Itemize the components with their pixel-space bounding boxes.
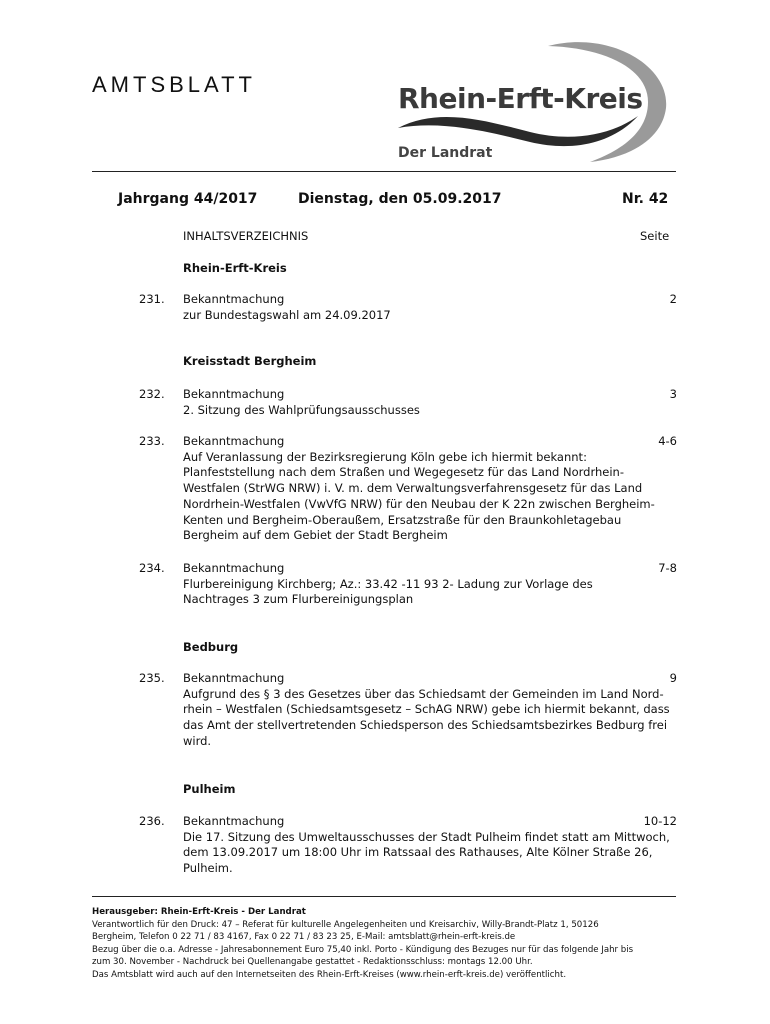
issue-jahrgang: Jahrgang 44/2017: [118, 191, 258, 207]
section-heading: Kreisstadt Bergheim: [183, 354, 317, 368]
entry-line: Bekanntmachung: [183, 434, 285, 448]
entry-line: Planfeststellung nach dem Straßen und Wegegesetz für das Land Nordrhein-: [183, 465, 624, 480]
bottom-rule: [92, 896, 676, 897]
entry-line: das Amt der stellvertretenden Schiedsperson des Schiedsamtsbezirkes Bedburg frei: [183, 718, 668, 733]
entry-page: 7-8: [658, 561, 677, 575]
entry-text: [183, 387, 663, 418]
footer-line: Bezug über die o.a. Adresse - Jahresabonnement Euro 75,40 inkl. Porto - Kündigung des Bezuges nur für das folgende Jahr bis: [92, 944, 634, 955]
section-heading: Pulheim: [183, 782, 236, 796]
entry-number: 232.: [139, 387, 165, 401]
entry-line: Bekanntmachung: [183, 671, 285, 685]
entry-line: Nachtrages 3 zum Flurbereinigungsplan: [183, 592, 414, 607]
section-heading: Bedburg: [183, 640, 239, 654]
entry-number: 233.: [139, 434, 165, 448]
issue-date: Dienstag, den 05.09.2017: [298, 191, 502, 207]
entry-line: Westfalen (StrWG NRW) i. V. m. dem Verwaltungsverfahrensgesetz für das Land: [183, 481, 643, 496]
entry-line: Aufgrund des § 3 des Gesetzes über das Schiedsamt der Gemeinden im Land Nord-: [183, 686, 664, 701]
footer-publisher: Herausgeber: Rhein-Erft-Kreis - Der Landrat: [92, 907, 306, 917]
entry-line: Pulheim.: [183, 861, 233, 876]
issue-number: Nr. 42: [622, 191, 669, 207]
entry-line: Bergheim auf dem Gebiet der Stadt Bergheim: [183, 528, 448, 543]
entry-text: [183, 434, 663, 544]
entry-page: 9: [669, 671, 677, 685]
entry-text: [183, 292, 663, 323]
entry-text: [183, 814, 670, 877]
entry-line: 2. Sitzung des Wahlprüfungsausschusses: [183, 402, 420, 417]
toc-heading: INHALTSVERZEICHNIS: [183, 229, 309, 243]
logo-title: Rhein-Erft-Kreis: [398, 82, 643, 115]
top-rule: [92, 171, 676, 172]
logo-subtitle: Der Landrat: [398, 145, 493, 161]
toc-page-heading: Seite: [640, 229, 670, 243]
entry-line: zur Bundestagswahl am 24.09.2017: [183, 307, 391, 322]
entry-number: 234.: [139, 561, 165, 575]
entry-line: Bekanntmachung: [183, 814, 285, 828]
footer-line: Bergheim, Telefon 0 22 71 / 83 4167, Fax 0 22 71 / 83 23 25, E-Mail: amtsblatt@rhein-erft-kreis.de: [92, 932, 516, 943]
entry-line: wird.: [183, 733, 212, 748]
masthead-title: AMTSBLATT: [92, 72, 256, 97]
entry-number: 236.: [139, 814, 165, 828]
entry-page: 10-12: [643, 814, 677, 828]
entry-line: dem 13.09.2017 um 18:00 Uhr im Ratssaal des Rathauses, Alte Kölner Straße 26,: [183, 845, 653, 860]
entry-text: [183, 671, 670, 750]
entry-line: Nordrhein-Westfalen (VwVfG NRW) für den Neubau der K 22n zwischen Bergheim-: [183, 496, 655, 511]
footer-line: zum 30. November - Nachdruck bei Quellenangabe gestattet - Redaktionsschluss: montags 12.00 Uhr.: [92, 957, 533, 968]
footer: [92, 906, 692, 982]
footer-line: Das Amtsblatt wird auch auf den Internetseiten des Rhein-Erft-Kreises (www.rhein-erft-kreis.de) veröffentlicht.: [92, 969, 567, 980]
entry-line: Bekanntmachung: [183, 292, 285, 306]
entry-number: 235.: [139, 671, 165, 685]
entry-line: Die 17. Sitzung des Umweltausschusses der Stadt Pulheim findet statt am Mittwoch,: [183, 829, 670, 844]
entry-text: [183, 561, 663, 608]
entry-line: Auf Veranlassung der Bezirksregierung Köln gebe ich hiermit bekannt:: [183, 449, 587, 464]
section-heading: Rhein-Erft-Kreis: [183, 261, 287, 275]
entry-number: 231.: [139, 292, 165, 306]
entry-line: Bekanntmachung: [183, 387, 285, 401]
entry-page: 4-6: [658, 434, 677, 448]
entry-page: 3: [669, 387, 677, 401]
entry-line: rhein – Westfalen (Schiedsamtsgesetz – SchAG NRW) gebe ich hiermit bekannt, dass: [183, 702, 670, 717]
footer-line: Verantwortlich für den Druck: 47 – Referat für kulturelle Angelegenheiten und Kreisarchiv, Willy-Brandt-Platz 1, 50126: [92, 919, 599, 930]
entry-line: Bekanntmachung: [183, 561, 285, 575]
entry-line: Kenten und Bergheim-Oberaußem, Ersatzstraße für den Braunkohletagebau: [183, 512, 622, 527]
entry-line: Flurbereinigung Kirchberg; Az.: 33.42 -11 93 2- Ladung zur Vorlage des: [183, 576, 593, 591]
entry-page: 2: [669, 292, 677, 306]
